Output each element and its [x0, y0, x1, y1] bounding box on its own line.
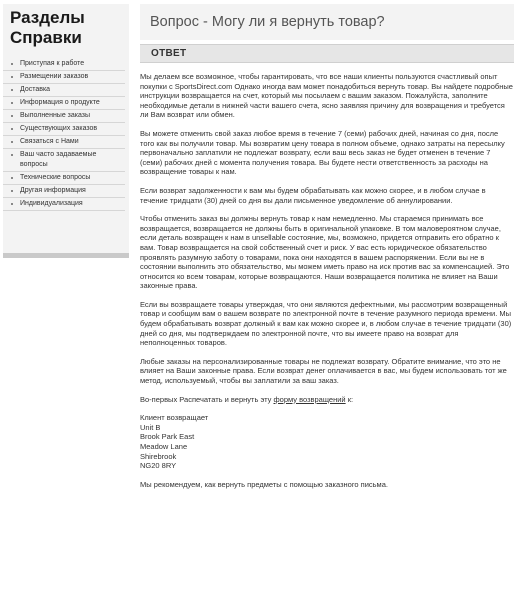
bullet-icon	[11, 76, 13, 78]
address-line: Клиент возвращает	[140, 413, 209, 423]
bullet-icon	[11, 128, 13, 130]
answer-paragraph: Вы можете отменить свой заказ любое время в течение 7 (семи) рабочих дней, начиная со дня, после того как вы получили товар. Мы возвратим цену товара в полном объеме, однако затраты на пересылку первоначально заплатили не подлежат возврату, если ваш весь заказ не будет отменен в течение 7 (семи) рабочих дней с момента получения товара. Вы будете нести ответственность за расходы на возвращение товары к нам.	[140, 128, 505, 177]
answer-paragraph: Чтобы отменить заказ вы должны вернуть товар к нам немедленно. Мы стараемся принимать все возвращается, возвращается не должны быть в оригинальной упаковке. В том маловероятном случае, если деталь возвращен к нам в unsellable состояние, мы, возможно, придется отправить его обратно к вам. Товар возвращается на свой собственный счет и риск. У вас есть юридическое обязательство проявлять разумную заботу о товарами, пока они находятся в вашем распоряжении. Если вы не в состоянии выполнить это обязательство, мы можем иметь право на иск против вас за компенсацией. Это относится ко всем товарам, которые возвращаются. Наши возвращается политика не влияет на Ваши законные права.	[140, 214, 510, 291]
sidebar-item-placing-orders[interactable]: Размещении заказов	[3, 71, 125, 84]
address-line: Meadow Lane	[140, 442, 188, 451]
sidebar-item-faq[interactable]: Ваш часто задаваемые вопросы	[3, 149, 125, 172]
answer-paragraph: Если вы возвращаете товары утверждая, что они являются дефектными, мы рассмотрим возвращенный товар и сообщим вам о вашем возврате по электронной почте в течение разумного периода времени. Мы будем обрабатывать возврат должный к вам как можно скорее и, в любом случае в течение тридцати (30) дней со дня, мы подтверждаем по электронной почте, что вы имеете право на возврат для неполноценных товаров.	[140, 299, 512, 348]
answer-body	[140, 63, 514, 489]
bullet-icon	[11, 177, 13, 179]
answer-paragraph: Любые заказы на персонализированные товары не подлежат возврату. Обратите внимание, что это не влияет на Ваши законные права. Если возврат денег оплачивается в вас, мы будем использовать тот же метод, используемый, чтобы вы заплатили за ваш заказ.	[140, 356, 507, 386]
bullet-icon	[11, 203, 13, 205]
returns-form-link[interactable]: форму возвращений	[273, 394, 346, 404]
sidebar-item-customisation[interactable]: Индивидуализация	[3, 198, 125, 211]
address-line: NG20 8RY	[140, 461, 177, 471]
answer-paragraph: Если возврат задолженности к вам мы будем обрабатывать как можно скорее, и в любом случае в течение тридцати (30) дней со дня вы дали письменное уведомление об аннулировании.	[140, 185, 486, 205]
sidebar-title: Разделы Справки	[10, 8, 85, 47]
address-line: Unit B	[140, 422, 161, 432]
sidebar-item-other-info[interactable]: Другая информация	[3, 185, 125, 198]
sidebar-item-contact-us[interactable]: Связаться с Нами	[3, 136, 125, 149]
sidebar-item-delivery[interactable]: Доставка	[3, 84, 125, 97]
sidebar-item-existing-orders[interactable]: Существующих заказов	[3, 123, 125, 136]
help-sidebar	[3, 4, 129, 258]
sidebar-item-completed-orders[interactable]: Выполненные заказы	[3, 110, 125, 123]
bullet-icon	[11, 141, 13, 143]
main-content	[140, 4, 514, 498]
bullet-icon	[11, 102, 13, 104]
bullet-icon	[11, 63, 13, 65]
answer-paragraph: Мы делаем все возможное, чтобы гарантировать, что все наши клиенты пользуются счастливый опыт покупки с SportsDirect.com Однако иногда вам может понадобиться вернуть товар. Вы найдете подробные инструкции возвращается на счет, который мы посылаем с вашим заказом. Пожалуйста, заполните необходимые детали в нижней части вашего счета, ясно заявляя причину для возвращения и требуется ли Вам возврат или обмен.	[140, 72, 513, 120]
sidebar-item-getting-started[interactable]: Приступая к работе	[3, 58, 125, 71]
return-address	[140, 413, 514, 471]
sidebar-item-product-info[interactable]: Информация о продукте	[3, 97, 125, 110]
closing-note: Мы рекомендуем, как вернуть предметы с помощью заказного письма.	[140, 479, 388, 489]
answer-section-label: ОТВЕТ	[140, 44, 514, 63]
sidebar-item-technical[interactable]: Технические вопросы	[3, 172, 125, 185]
bullet-icon	[11, 154, 13, 156]
sidebar-nav	[3, 58, 129, 211]
address-line: Brook Park East	[140, 432, 195, 442]
page-title: Вопрос - Могу ли я вернуть товар?	[150, 14, 385, 30]
bullet-icon	[11, 89, 13, 91]
question-header	[140, 4, 514, 40]
bullet-icon	[11, 190, 13, 192]
print-instructions: Во-первых Распечатать и вернуть эту форму возвращений к:	[140, 394, 354, 404]
bullet-icon	[11, 115, 13, 117]
address-line: Shirebrook	[140, 451, 177, 461]
